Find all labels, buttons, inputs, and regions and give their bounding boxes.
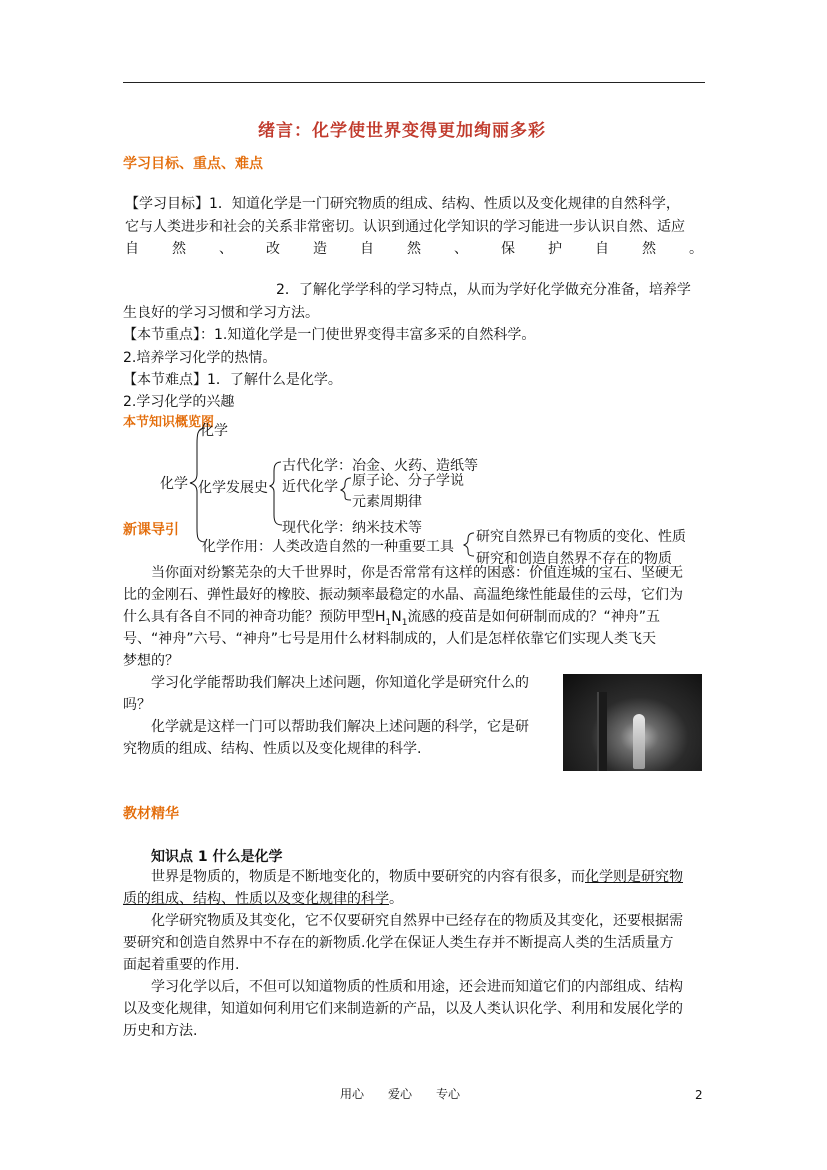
essence-text: 。 [389, 891, 403, 907]
map-role-a: 研究自然界已有物质的变化、性质 [476, 529, 686, 545]
justified-char: 、 [454, 241, 468, 257]
underlined-definition: 质的组成、结构、性质以及变化规律的科学 [123, 891, 389, 907]
knowledge-point-1-title: 知识点 1 什么是化学 [151, 849, 283, 865]
intro-p1-line4: 号、“神舟”六号、“神舟”七号是用什么材料制成的，人们是怎样依靠它们实现人类飞天 [123, 631, 657, 647]
page-title: 绪言：化学使世界变得更加绚丽多彩 [258, 121, 546, 141]
justified-char: 改 [266, 241, 280, 257]
justified-char: 保 [501, 241, 515, 257]
underlined-definition: 化学则是研究物 [585, 869, 683, 885]
formula-sub: 1 [401, 617, 408, 628]
intro-p1-line5: 梦想的？ [123, 653, 179, 669]
intro-p2-line2: 吗？ [123, 697, 151, 713]
map-periodic: 元素周期律 [352, 494, 422, 510]
essence-p2-line3: 面起着重要的作用. [123, 957, 240, 973]
key-point: 【本节重点】：1.知道化学是一门使世界变得丰富多采的自然科学。 [123, 327, 536, 343]
goals-line5: 生良好的学习习惯和学习方法。 [123, 305, 319, 321]
essence-heading: 教材精华 [123, 806, 179, 822]
rocket-launch-photo [563, 674, 702, 771]
intro-text: 什么具有各自不同的神奇功能？预防甲型 [123, 609, 375, 625]
launch-tower [597, 692, 607, 771]
intro-p2-line1: 学习化学能帮助我们解决上述问题，你知道化学是研究什么的 [151, 675, 529, 691]
map-role-b: 研究和创造自然界不存在的物质 [476, 551, 672, 567]
map-contemporary: 现代化学：纳米技术等 [282, 520, 422, 536]
intro-p3-line2: 究物质的组成、结构、性质以及变化规律的科学. [123, 741, 422, 757]
formula-n: N [391, 609, 402, 625]
map-role: 化学作用：人类改造自然的一种重要工具 [202, 539, 454, 555]
footer-motto-1: 用心 [340, 1087, 365, 1101]
history-brace [270, 462, 282, 525]
map-ancient: 古代化学：冶金、火药、造纸等 [282, 458, 478, 474]
map-root: 化学 [160, 476, 188, 492]
role-brace [464, 533, 474, 556]
justified-char: 造 [313, 241, 327, 257]
essence-p3-line2: 以及变化规律，知道如何利用它们来制造新的产品，以及人类认识化学、利用和发展化学的 [123, 1001, 683, 1017]
intro-heading: 新课导引 [123, 522, 179, 538]
essence-p3-line3: 历史和方法. [123, 1023, 198, 1039]
goals-line1: 【学习目标】1．知道化学是一门研究物质的组成、结构、性质以及变化规律的自然科学， [125, 196, 680, 212]
justified-char: 自 [595, 241, 609, 257]
essence-p1-line1 [151, 866, 683, 888]
formula-sub: 1 [385, 617, 392, 628]
justified-char: 然 [407, 241, 421, 257]
justified-char: 自 [125, 241, 139, 257]
justified-char: 然 [642, 241, 656, 257]
page-number: 2 [695, 1088, 703, 1102]
key-point-2: 2.培养学习化学的热情。 [123, 350, 277, 366]
justified-char: 然 [172, 241, 186, 257]
essence-p2-line2: 要研究和创造自然界中不存在的新物质.化学在保证人类生存并不断提高人类的生活质量方 [123, 935, 674, 951]
knowledge-map-heading: 本节知识概览图 [123, 415, 215, 430]
essence-p3-line1: 学习化学以后，不但可以知道物质的性质和用途，还会进而知道它们的内部组成、结构 [151, 979, 683, 995]
difficulty: 【本节难点】1．了解什么是化学。 [123, 372, 342, 388]
map-atomic: 原子论、分子学说 [352, 473, 464, 489]
justified-char: 。 [689, 241, 703, 257]
essence-text: 世界是物质的，物质是不断地变化的，物质中要研究的内容有很多，而 [151, 869, 585, 885]
map-history: 化学发展史 [198, 480, 268, 496]
goals-line2: 它与人类进步和社会的关系非常密切。认识到通过化学知识的学习能进一步认识自然、适应 [125, 219, 685, 235]
goals-heading: 学习目标、重点、难点 [123, 156, 263, 172]
essence-p1-line2 [123, 888, 403, 910]
footer-motto-2: 爱心 [388, 1087, 413, 1101]
footer-motto-3: 专心 [436, 1087, 461, 1101]
formula-h: H [375, 609, 386, 625]
intro-p3-line1: 化学就是这样一门可以帮助我们解决上述问题的科学，它是研 [151, 719, 529, 735]
intro-p1-line2: 比的金刚石、弹性最好的橡胶、振动频率最稳定的水晶、高温绝缘性能最佳的云母，它们为 [123, 587, 683, 603]
intro-p1-line1: 当你面对纷繁芜杂的大千世界时，你是否常常有这样的困惑：价值连城的宝石、坚硬无 [151, 565, 683, 581]
intro-text: 流感的疫苗是如何研制而成的？“神舟”五 [407, 609, 660, 625]
map-branch-top: 化学 [200, 423, 228, 439]
modern-brace [341, 478, 351, 500]
justified-char: 护 [548, 241, 562, 257]
rocket-icon [633, 714, 645, 769]
map-modern: 近代化学 [282, 479, 338, 495]
justified-char: 自 [360, 241, 374, 257]
essence-p2-line1: 化学研究物质及其变化，它不仅要研究自然界中已经存在的物质及其变化，还要根据需 [151, 913, 683, 929]
difficulty-2: 2.学习化学的兴趣 [123, 394, 235, 410]
goals-line4: 2．了解化学学科的学习特点，从而为学好化学做充分准备，培养学 [276, 282, 691, 298]
justified-char: 、 [219, 241, 233, 257]
